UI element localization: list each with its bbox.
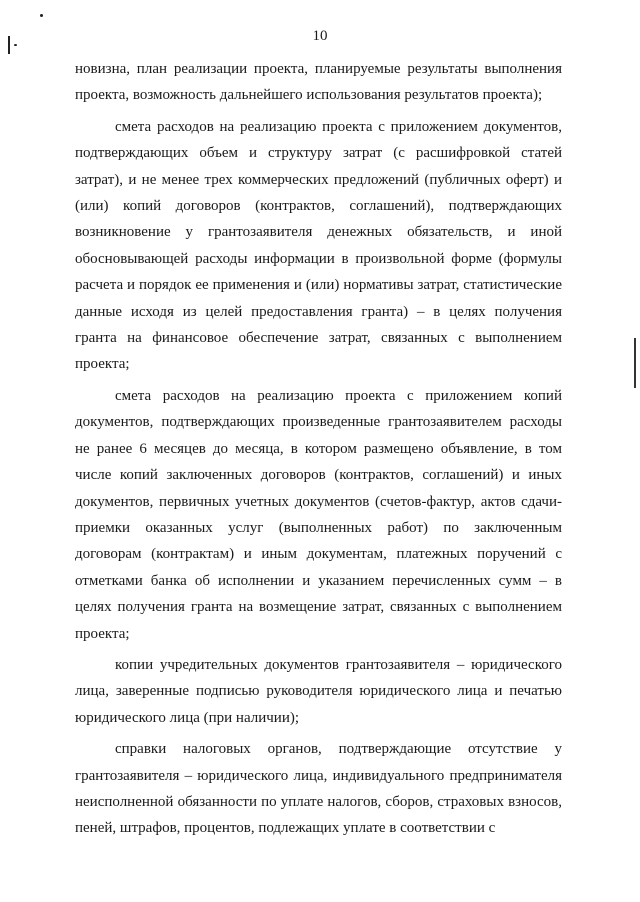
page-number: 10 (312, 28, 328, 44)
body-text (75, 56, 562, 842)
paragraph-tax-certificates: справки налоговых органов, подтверждающие отсутствие у грантозаявителя – юридического лица, индивидуального предпринимателя неисполненной обязанности по уплате налогов, сборов, страховых взносов, пеней, штрафов, процентов, подлежащих уплате в соответствии с (75, 741, 562, 837)
paragraph-estimate-financing: смета расходов на реализацию проекта с приложением документов, подтверждающих объем и структуру затрат (с расшифровкой статей затрат), и не менее трех коммерческих предложений (публичных оферт) и (или) копий договоров (контрактов, соглашений), подтверждающих возникновение у грантозаявителя денежных обязательств, и иной обосновывающей расходы информации в произвольной форме (формулы расчета и порядок ее применения и (или) нормативы затрат, статистические данные исходя из целей предоставления гранта) – в целях получения гранта на финансовое обеспечение затрат, связанных с выполнением проекта; (75, 118, 562, 373)
scan-artifact-dot (40, 14, 43, 17)
paragraph-estimate-reimbursement: смета расходов на реализацию проекта с приложением копий документов, подтверждающих произведенные грантозаявителем расходы не ранее 6 месяцев до месяца, в котором размещено объявление, в том числе копий заключенных договоров (контрактов, соглашений) и иных документов, первичных учетных документов (счетов-фактур, актов сдачи-приемки оказанных услуг (выполненных работ) по заключенным договорам (контрактам) и иным документам, платежных поручений с отметками банка об исполнении и указанием перечисленных сумм – в целях получения гранта на возмещение затрат, связанных с выполнением проекта; (75, 387, 562, 642)
scan-artifact-line (634, 338, 636, 388)
paragraph-continuation: новизна, план реализации проекта, планируемые результаты выполнения проекта, возможность дальнейшего использования результатов проекта); (75, 61, 562, 104)
paragraph-founding-documents: копии учредительных документов грантозаявителя – юридического лица, заверенные подписью руководителя юридического лица и печатью юридического лица (при наличии); (75, 656, 562, 726)
